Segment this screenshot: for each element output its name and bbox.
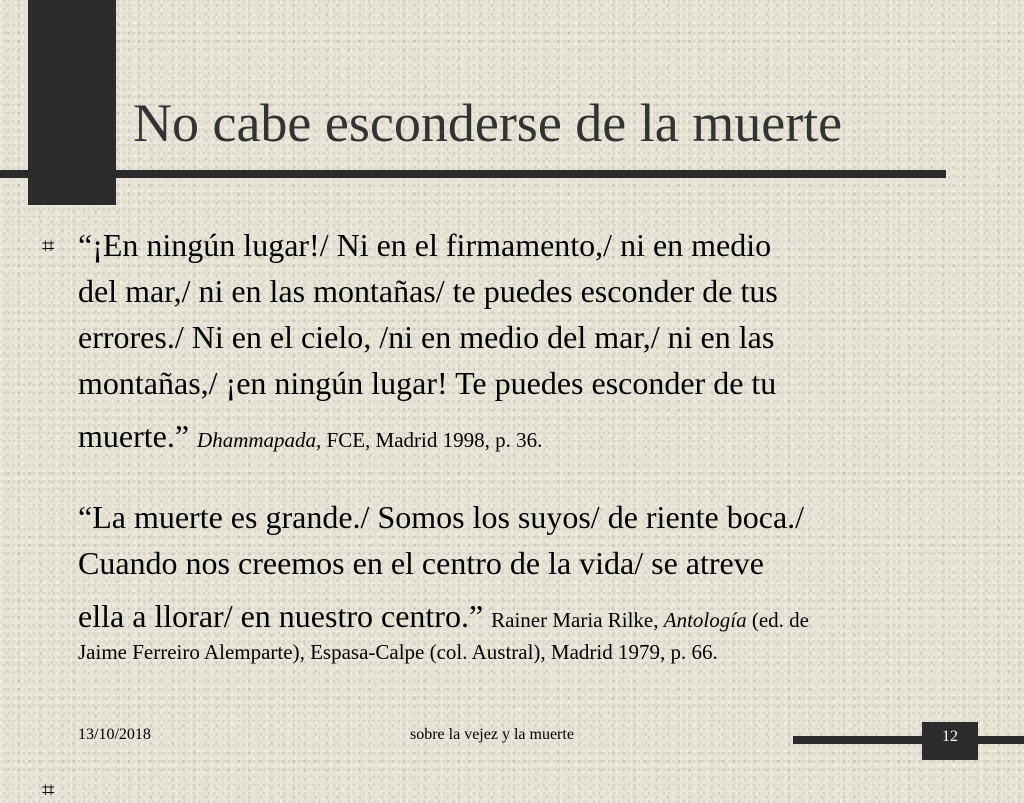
slide-footer bbox=[0, 722, 1024, 752]
citation-details: FCE, Madrid 1998, p. 36. bbox=[326, 428, 543, 452]
bullet-dhammapada bbox=[36, 222, 1024, 470]
citation-title: Dhammapada, bbox=[197, 428, 322, 452]
quote-line: montañas,/ ¡en ningún lugar! Te puedes esconder de tu bbox=[78, 365, 777, 401]
decorative-horizontal-line bbox=[0, 170, 946, 178]
slide-title: No cabe esconderse de la muerte bbox=[133, 93, 843, 153]
page-number-box bbox=[922, 722, 978, 760]
citation-author: Rainer Maria Rilke, bbox=[491, 608, 659, 632]
citation-details: (ed. de bbox=[751, 608, 809, 632]
footer-title: sobre la vejez y la muerte bbox=[410, 726, 574, 743]
footer-decorative-line bbox=[793, 736, 1024, 744]
page-number: 12 bbox=[942, 728, 958, 745]
quote-line: “¡En ningún lugar!/ Ni en el firmamento,/ ni en medio bbox=[78, 227, 772, 263]
citation-title: Antología bbox=[663, 608, 747, 632]
quote-text: muerte.” bbox=[78, 418, 190, 454]
quote-line: “La muerte es grande./ Somos los suyos/ de riente boca./ bbox=[78, 499, 805, 535]
quote-last-line bbox=[78, 406, 1024, 470]
citation-continuation: Jaime Ferreiro Alemparte), Espasa-Calpe (col. Austral), Madrid 1979, p. 66. bbox=[78, 640, 718, 664]
quote-line: errores./ Ni en el cielo, /ni en medio del mar,/ ni en las bbox=[78, 319, 775, 355]
citation bbox=[491, 608, 809, 632]
quote-text: ella a llorar/ en nuestro centro.” bbox=[78, 598, 484, 634]
quote-line: del mar,/ ni en las montañas/ te puedes esconder de tus bbox=[78, 273, 778, 309]
hash-bullet-icon: ⌗ bbox=[42, 778, 55, 803]
hash-bullet-icon: ⌗ bbox=[42, 234, 55, 259]
citation bbox=[197, 428, 542, 452]
quote-line: Cuando nos creemos en el centro de la vida/ se atreve bbox=[78, 545, 764, 581]
footer-date: 13/10/2018 bbox=[78, 726, 151, 743]
